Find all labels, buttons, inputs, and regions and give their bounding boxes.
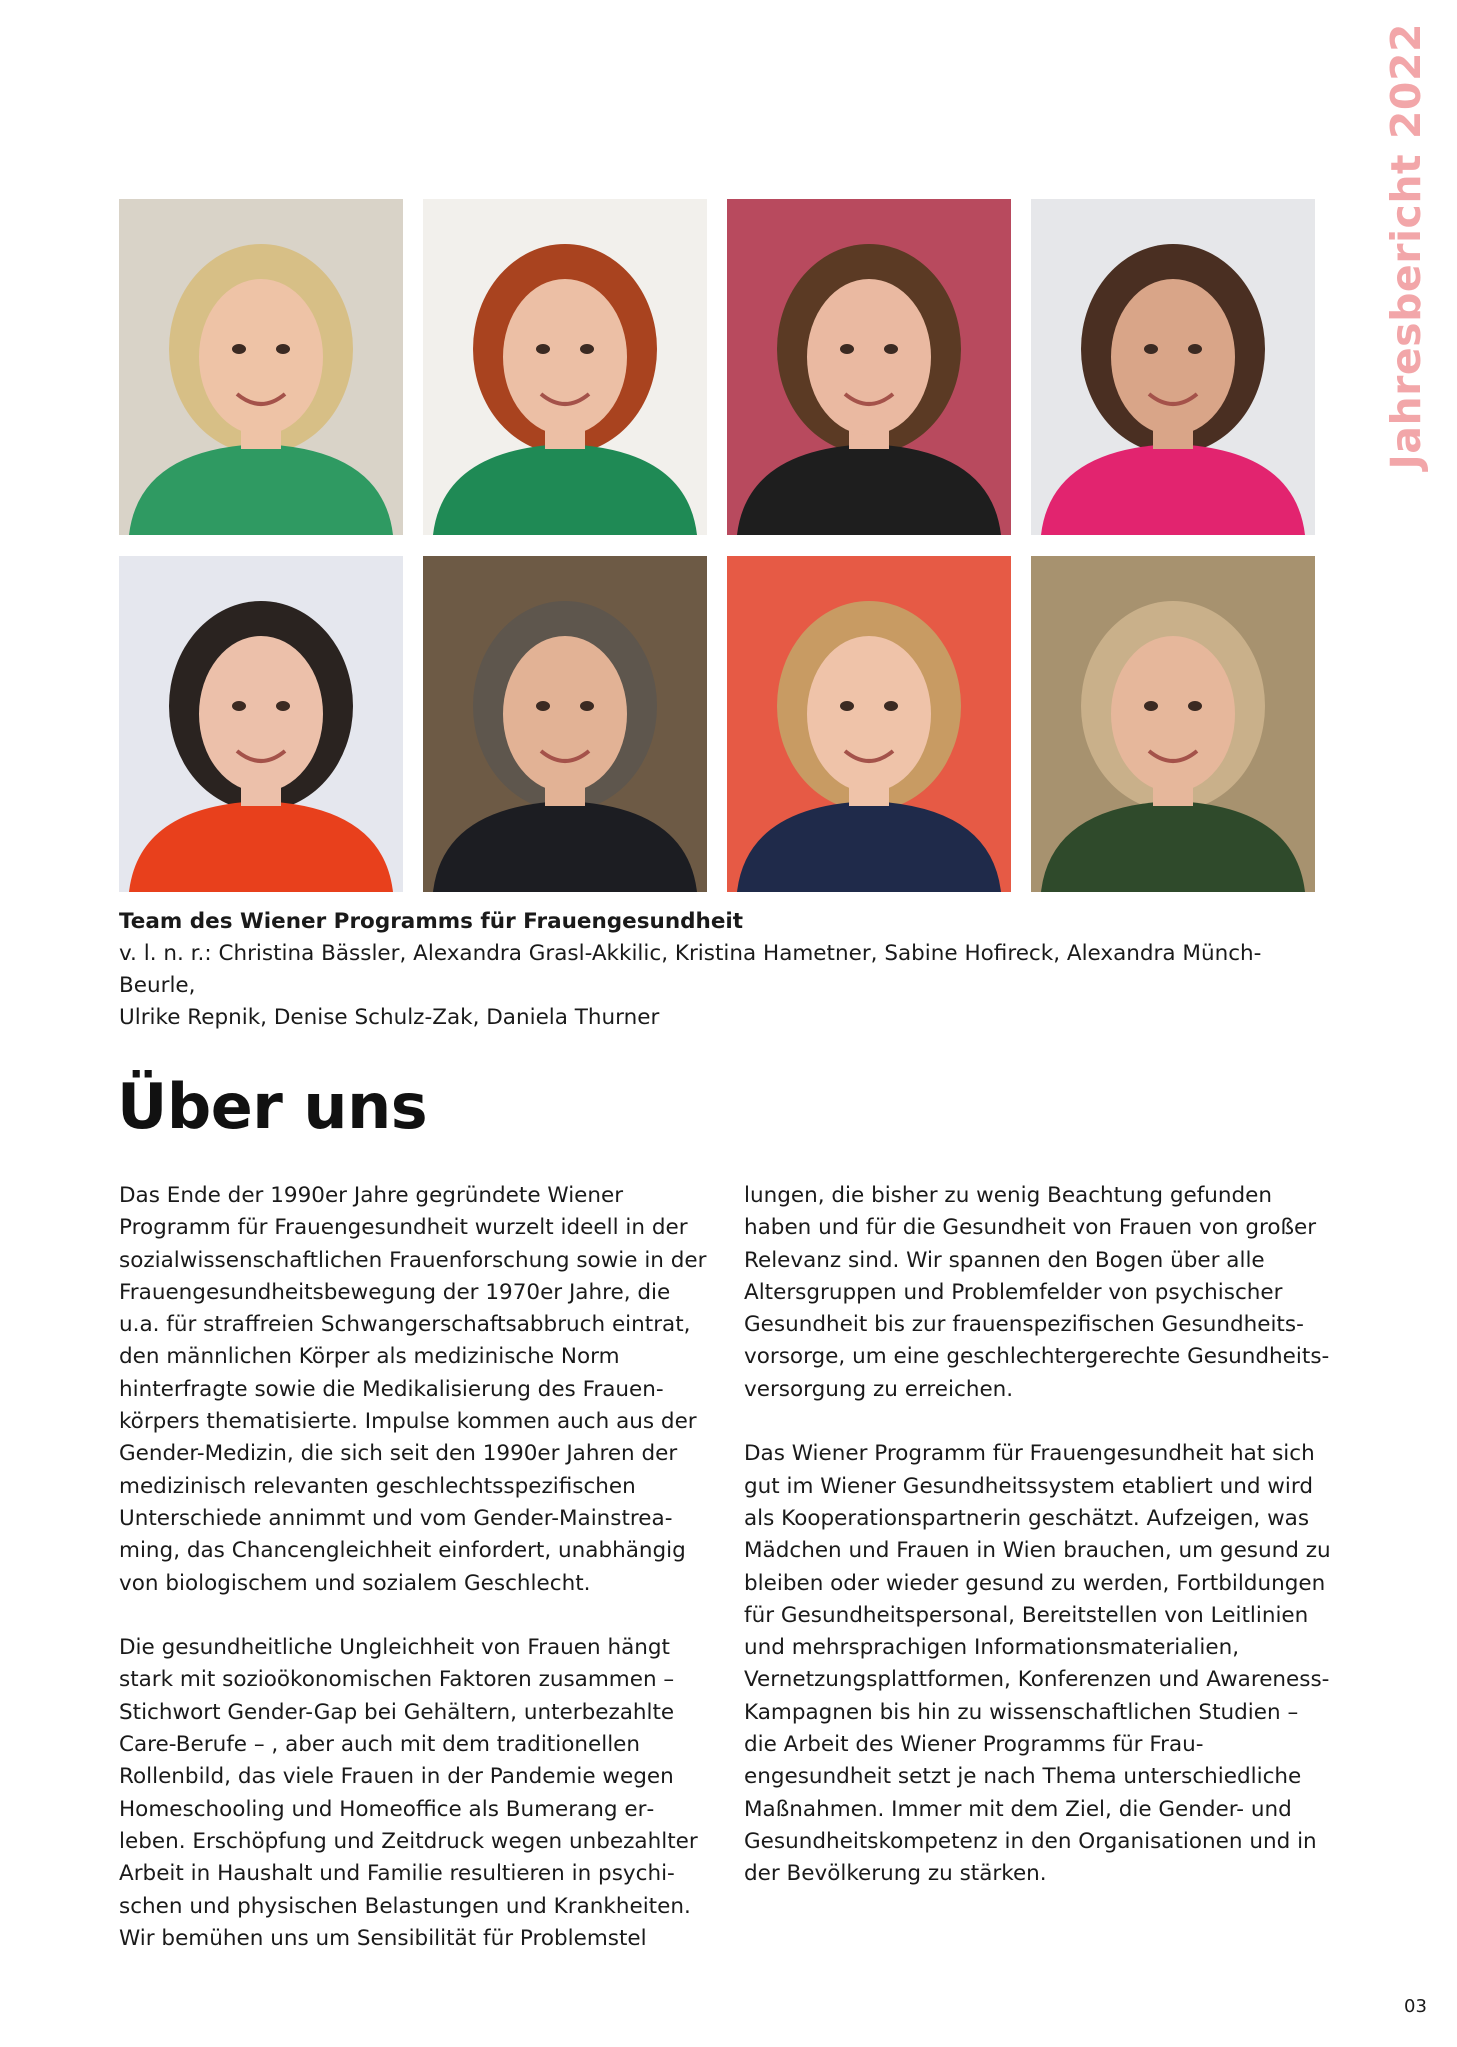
- portrait-image: [119, 556, 403, 892]
- photo-caption: [119, 906, 1319, 1034]
- portrait-image: [423, 199, 707, 535]
- caption-title: Team des Wiener Programms für Frauengesundheit: [119, 909, 744, 934]
- eye-shape: [580, 344, 594, 354]
- caption-names-line-2: Ulrike Repnik, Denise Schulz-Zak, Daniela Thurner: [119, 1005, 660, 1030]
- portrait-image: [727, 199, 1011, 535]
- team-photo: [1031, 556, 1315, 892]
- face-shape: [1111, 636, 1235, 792]
- team-photo: [423, 199, 707, 535]
- team-photo: [119, 199, 403, 535]
- portrait-image: [423, 556, 707, 892]
- text-column-left: [119, 1180, 709, 1987]
- eye-shape: [840, 701, 854, 711]
- eye-shape: [1144, 701, 1158, 711]
- eye-shape: [276, 344, 290, 354]
- eye-shape: [1188, 701, 1202, 711]
- page-number: 03: [1404, 1996, 1427, 2017]
- side-title-text: Jahresbericht 2022: [1382, 22, 1430, 470]
- side-title: [1382, 22, 1430, 470]
- page-heading: Über uns: [117, 1070, 428, 1143]
- eye-shape: [580, 701, 594, 711]
- paragraph: Die gesundheitliche Ungleichheit von Frauen hängt stark mit sozioökonomischen Faktoren zusammen – Stichwort Gender-Gap bei Gehältern, unterbezahlte Care-Berufe – , aber auch mit dem traditionellen Rollenbild, das viele Frauen in der Pandemie wegen Homeschooling und Homeoffice als Bumerang erleben. Erschöpfung und Zeitdruck wegen unbezahlter Arbeit in Haushalt und Familie resultieren in psychischen und physischen Belastungen und Krankheiten. Wir bemühen uns um Sensibilität für Problemstel: [119, 1635, 698, 1951]
- team-photo: [727, 199, 1011, 535]
- face-shape: [503, 636, 627, 792]
- paragraph: Das Ende der 1990er Jahre gegründete Wiener Programm für Frauengesundheit wurzelt ideell in der sozialwissenschaftlichen Frauenforschung sowie in der Frauengesundheitsbewegung der 1970er Jahre, die u.a. für straffreien Schwangerschaftsabbruch eintrat, den männlichen Körper als medizinische Norm hinterfragte sowie die Medikalisierung des Frauenkörpers thematisierte. Impulse kommen auch aus der Gender-Medizin, die sich seit den 1990er Jahren der medizinisch relevanten geschlechtsspezifischen Unterschiede annimmt und vom Gender-Mainstreaming, das Chancengleichheit einfordert, unabhängig von biologischem und sozialem Geschlecht.: [119, 1183, 707, 1596]
- portrait-image: [1031, 556, 1315, 892]
- face-shape: [1111, 279, 1235, 435]
- team-photo-grid: [119, 199, 1316, 892]
- eye-shape: [536, 344, 550, 354]
- paragraph: Das Wiener Programm für Frauengesundheit hat sich gut im Wiener Gesundheitssystem etabliert und wird als Kooperationspartnerin geschätzt. Aufzeigen, was Mädchen und Frauen in Wien brauchen, um gesund zu bleiben oder wieder gesund zu werden, Fortbildungen für Gesundheitspersonal, Bereitstellen von Leitlinien und mehrsprachigen Informationsmaterialien, Vernetzungsplattformen, Konferenzen und Awareness-Kampagnen bis hin zu wissenschaftlichen Studien – die Arbeit des Wiener Programms für Frauengesundheit setzt je nach Thema unterschiedliche Maßnahmen. Immer mit dem Ziel, die Gender- und Gesundheitskompetenz in den Organisationen und in der Bevölkerung zu stärken.: [744, 1441, 1331, 1887]
- portrait-image: [727, 556, 1011, 892]
- caption-names-line-1: v. l. n. r.: Christina Bässler, Alexandra Grasl-Akkilic, Kristina Hametner, Sabine Hofireck, Alexandra Münch-Beurle,: [119, 941, 1262, 998]
- portrait-image: [119, 199, 403, 535]
- eye-shape: [232, 344, 246, 354]
- team-photo: [727, 556, 1011, 892]
- face-shape: [503, 279, 627, 435]
- eye-shape: [536, 701, 550, 711]
- team-photo: [423, 556, 707, 892]
- face-shape: [807, 636, 931, 792]
- team-photo: [119, 556, 403, 892]
- eye-shape: [232, 701, 246, 711]
- portrait-image: [1031, 199, 1315, 535]
- eye-shape: [884, 701, 898, 711]
- team-photo: [1031, 199, 1315, 535]
- eye-shape: [884, 344, 898, 354]
- eye-shape: [276, 701, 290, 711]
- face-shape: [807, 279, 931, 435]
- paragraph: lungen, die bisher zu wenig Beachtung gefunden haben und für die Gesundheit von Frauen von großer Relevanz sind. Wir spannen den Bogen über alle Altersgruppen und Problemfelder von psychischer Gesundheit bis zur frauenspezifischen Gesundheitsvorsorge, um eine geschlechtergerechte Gesundheitsversorgung zu erreichen.: [744, 1183, 1330, 1402]
- face-shape: [199, 636, 323, 792]
- eye-shape: [840, 344, 854, 354]
- face-shape: [199, 279, 323, 435]
- text-column-right: [744, 1180, 1334, 1923]
- eye-shape: [1144, 344, 1158, 354]
- eye-shape: [1188, 344, 1202, 354]
